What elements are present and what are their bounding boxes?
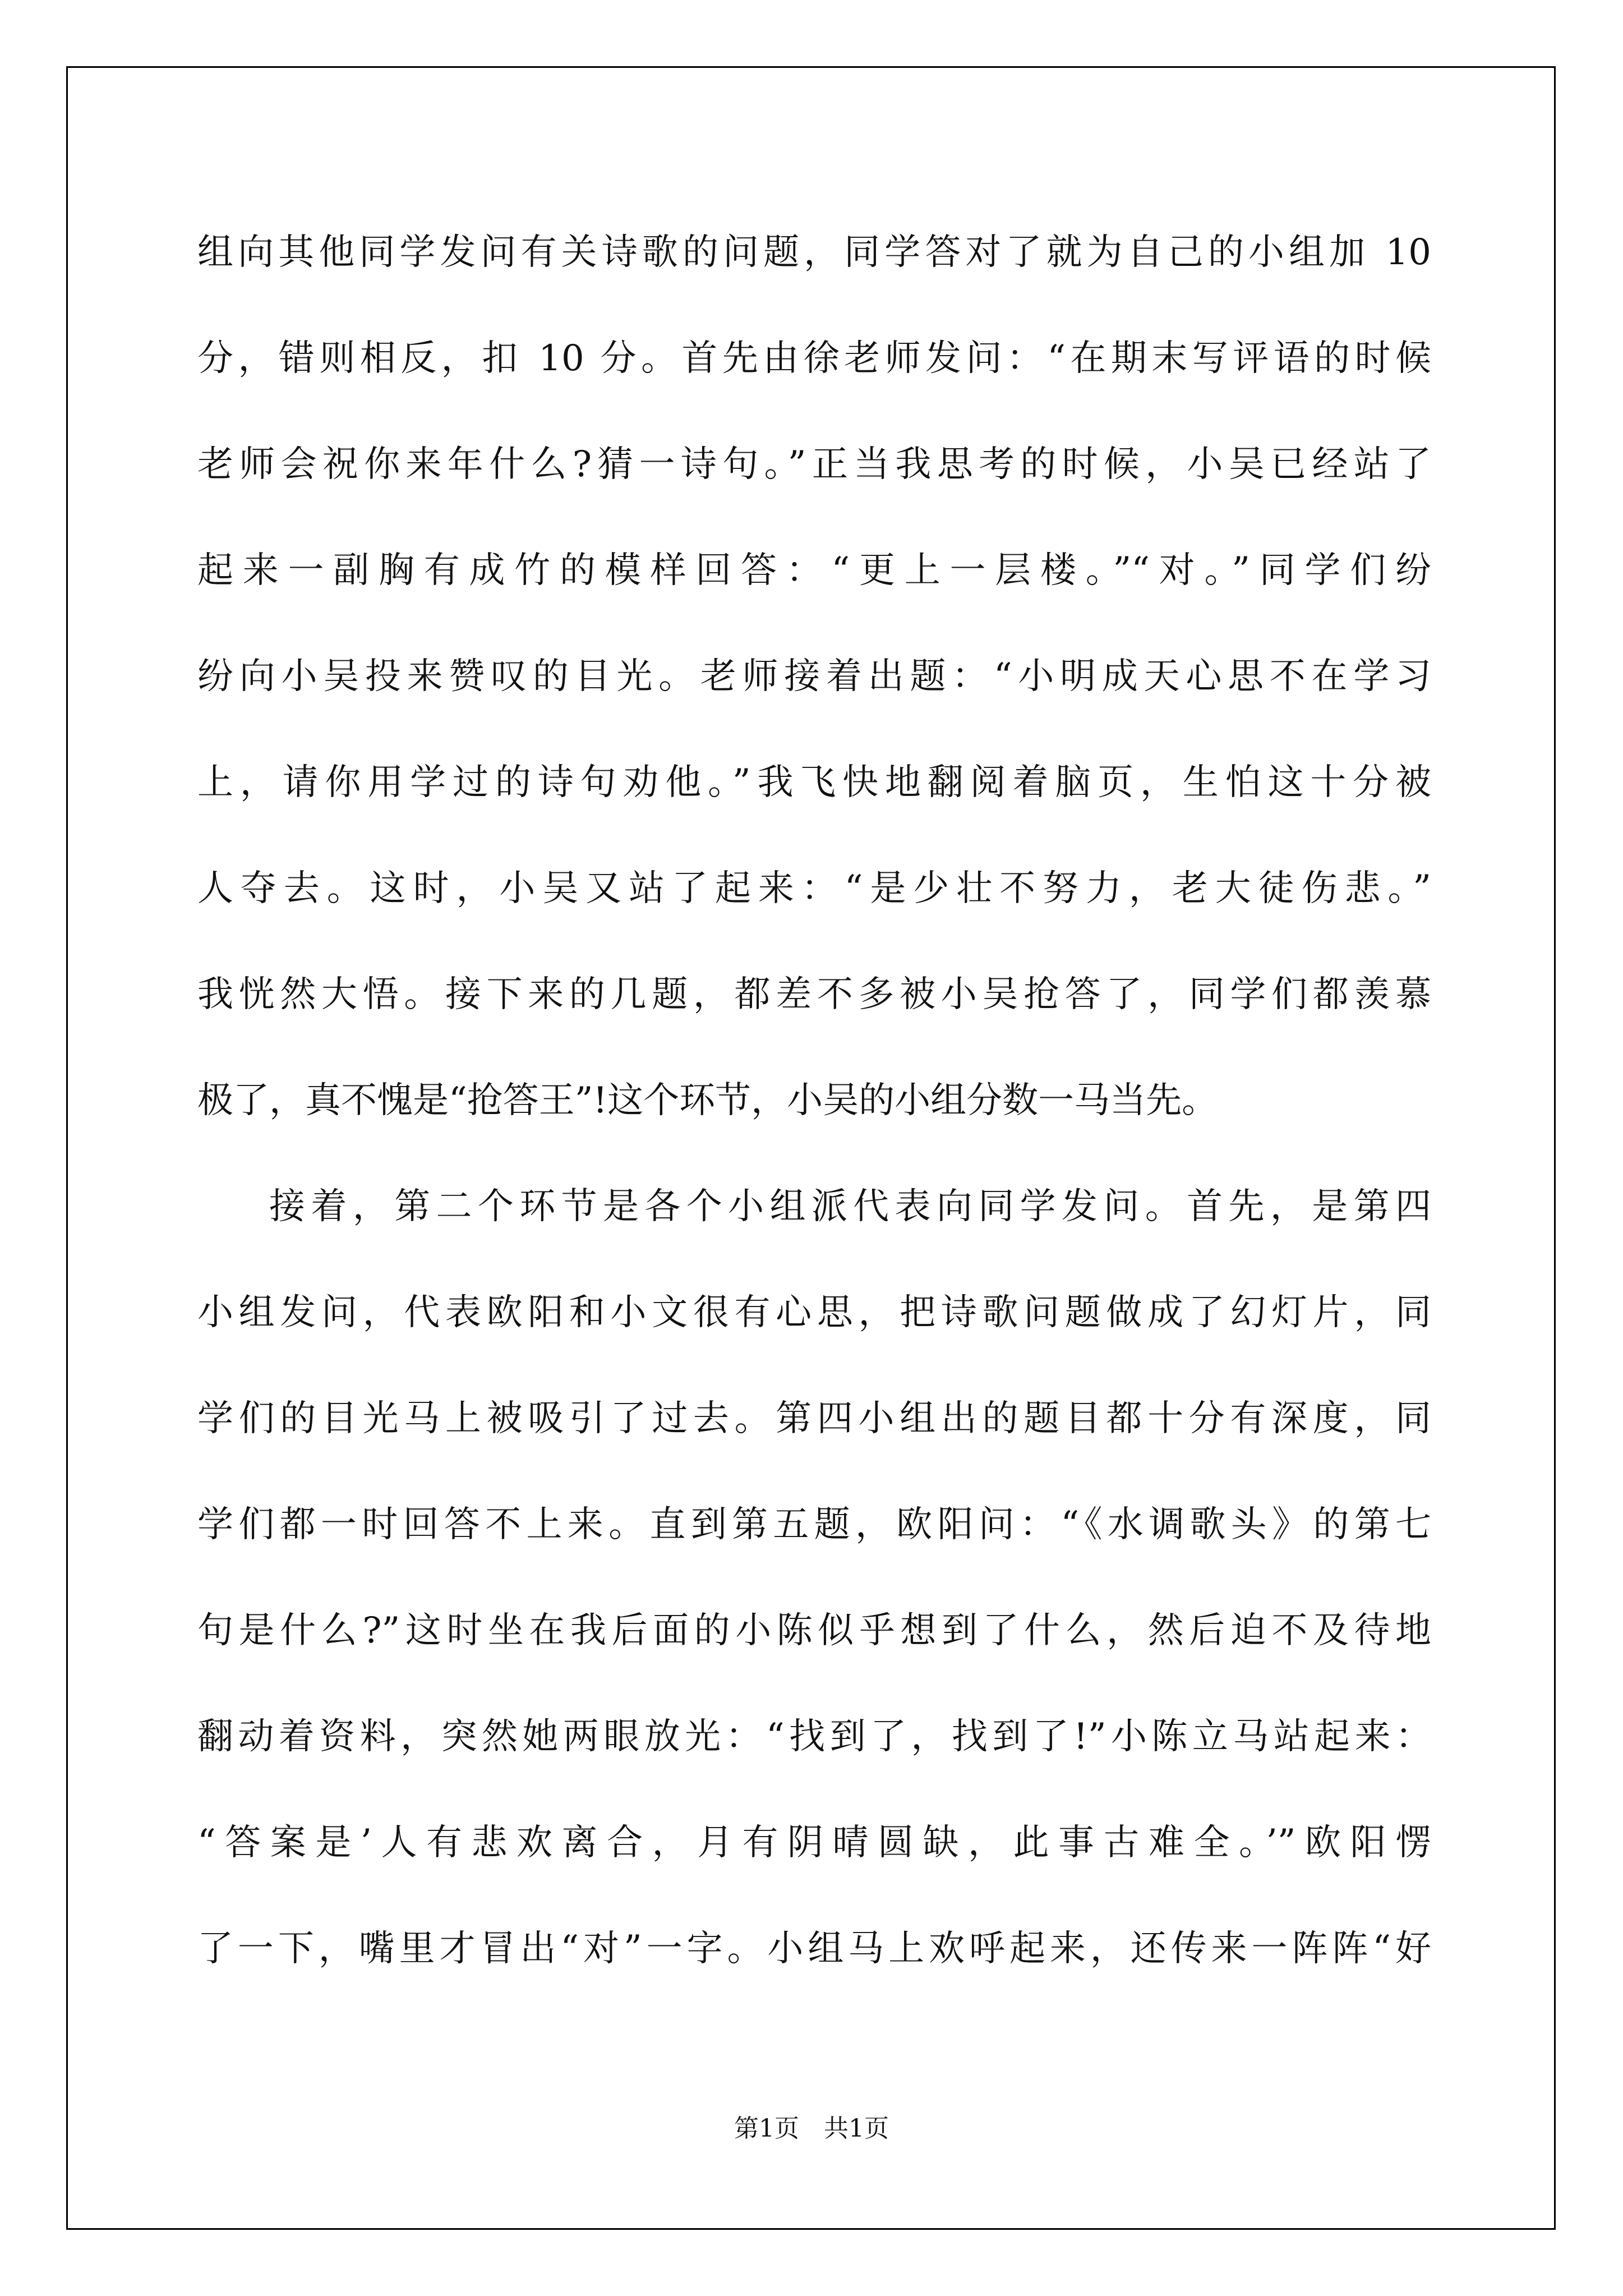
paragraph-start-line: 接着，第二个环节是各个小组派代表向同学发问。首先，是第四 bbox=[269, 1186, 1431, 1227]
text-line: 分，错则相反，扣 10 分。首先由徐老师发问：“在期末写评语的时候 bbox=[197, 338, 1431, 379]
text-line: 了一下，嘴里才冒出“对”一字。小组马上欢呼起来，还传来一阵阵“好 bbox=[197, 1928, 1431, 1970]
text-line: 句是什么?”这时坐在我后面的小陈似乎想到了什么，然后迫不及待地 bbox=[197, 1610, 1431, 1651]
text-line: 学们都一时回答不上来。直到第五题，欧阳问：“《水调歌头》的第七 bbox=[197, 1504, 1431, 1545]
text-line: “答案是’人有悲欢离合，月有阴晴圆缺，此事古难全。’”欧阳愣 bbox=[197, 1822, 1431, 1864]
text-line: 我恍然大悟。接下来的几题，都差不多被小吴抢答了，同学们都羡慕 bbox=[197, 974, 1431, 1015]
text-line: 极了，真不愧是“抢答王”!这个环节，小吴的小组分数一马当先。 bbox=[197, 1080, 1218, 1121]
text-line: 翻动着资料，突然她两眼放光：“找到了，找到了!”小陈立马站起来： bbox=[197, 1716, 1431, 1757]
text-line: 学们的目光马上被吸引了过去。第四小组出的题目都十分有深度，同 bbox=[197, 1398, 1431, 1439]
text-line: 组向其他同学发问有关诗歌的问题，同学答对了就为自己的小组加 10 bbox=[197, 232, 1431, 273]
text-line: 小组发问，代表欧阳和小文很有心思，把诗歌问题做成了幻灯片，同 bbox=[197, 1292, 1431, 1333]
text-line: 纷向小吴投来赞叹的目光。老师接着出题：“小明成天心思不在学习 bbox=[197, 656, 1431, 697]
document-body bbox=[197, 200, 1431, 2002]
text-line: 老师会祝你来年什么?猜一诗句。”正当我思考的时候，小吴已经站了 bbox=[197, 444, 1431, 485]
text-line: 上，请你用学过的诗句劝他。”我飞快地翻阅着脑页，生怕这十分被 bbox=[197, 762, 1431, 803]
page-number: 第1页 共1页 bbox=[734, 2114, 889, 2143]
text-line: 人夺去。这时，小吴又站了起来：“是少壮不努力，老大徒伤悲。” bbox=[197, 868, 1431, 909]
text-line: 起来一副胸有成竹的模样回答：“更上一层楼。”“对。”同学们纷 bbox=[197, 550, 1431, 591]
